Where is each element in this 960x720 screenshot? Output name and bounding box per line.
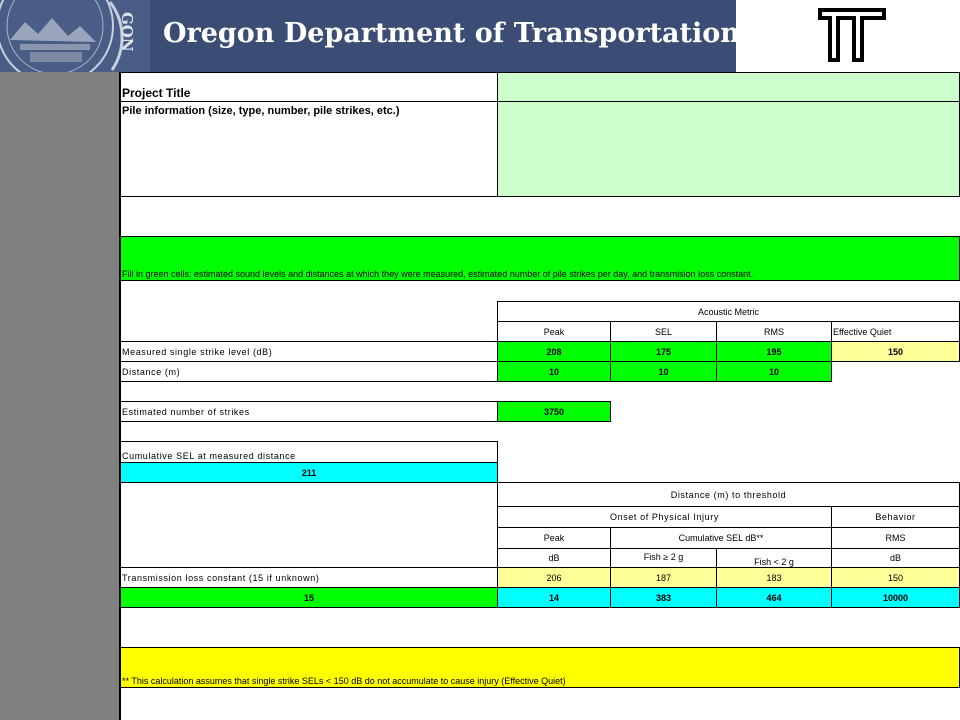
cumulative-sel-label: Cumulative SEL at measured distance: [120, 441, 498, 463]
threshold-fish-large-value: 187: [610, 567, 717, 588]
project-title-input[interactable]: [497, 72, 960, 102]
measured-level-label: Measured single strike level (dB): [120, 341, 498, 362]
strikes-input[interactable]: 3750: [497, 401, 611, 422]
measured-sel-input[interactable]: 175: [610, 341, 717, 362]
odot-logo-icon: [812, 2, 892, 68]
onset-injury-header: Onset of Physical Injury: [497, 506, 832, 528]
distance-rms-input[interactable]: 10: [716, 361, 832, 382]
left-sidebar-bar: [0, 72, 120, 720]
measured-peak-input[interactable]: 208: [497, 341, 611, 362]
threshold-header: Distance (m) to threshold: [497, 482, 960, 507]
instructions-banner: Fill in green cells: estimated sound levels and distances at which they were measured, estimated number of pile strikes per day, and transmision loss constant.: [120, 236, 960, 281]
pile-info-input[interactable]: [497, 101, 960, 197]
threshold-peak-header: Peak: [497, 527, 611, 549]
metric-header-sel: SEL: [610, 321, 717, 342]
result-fish-large-distance: 383: [610, 587, 717, 608]
measured-rms-input[interactable]: 195: [716, 341, 832, 362]
project-title-label: Project Title: [120, 72, 498, 102]
transmission-loss-input[interactable]: 15: [120, 587, 498, 608]
distance-peak-input[interactable]: 10: [497, 361, 611, 382]
distance-sel-input[interactable]: 10: [610, 361, 717, 382]
threshold-fish-small-value: 183: [716, 567, 832, 588]
cumulative-sel-db-header: Cumulative SEL dB**: [610, 527, 832, 549]
page-title: Oregon Department of Transportation: [163, 18, 740, 49]
result-fish-small-distance: 464: [716, 587, 832, 608]
result-rms-distance: 10000: [831, 587, 960, 608]
threshold-rms-value: 150: [831, 567, 960, 588]
acoustic-metric-header: Acoustic Metric: [497, 301, 960, 322]
footnote-banner: ** This calculation assumes that single strike SELs < 150 dB do not accumulate to cause injury (Effective Quiet): [120, 647, 960, 688]
rms-unit: dB: [831, 548, 960, 568]
fish-large-header: Fish ≥ 2 g: [610, 548, 717, 568]
threshold-peak-value: 206: [497, 567, 611, 588]
cumulative-sel-value: 211: [120, 462, 498, 483]
distance-label: Distance (m): [120, 361, 498, 382]
result-peak-distance: 14: [497, 587, 611, 608]
effective-quiet-value: 150: [831, 341, 960, 362]
behavior-header: Behavior: [831, 506, 960, 528]
metric-header-peak: Peak: [497, 321, 611, 342]
pile-info-label: Pile information (size, type, number, pile strikes, etc.): [120, 101, 498, 197]
peak-unit: dB: [497, 548, 611, 568]
fish-small-header: Fish < 2 g: [716, 548, 832, 568]
metric-header-effective-quiet: Effective Quiet: [831, 321, 960, 342]
transmission-loss-label: Transmission loss constant (15 if unknown): [120, 567, 498, 588]
threshold-rms-header: RMS: [831, 527, 960, 549]
oregon-seal-icon: [0, 0, 150, 72]
svg-text:GON: GON: [118, 12, 136, 52]
metric-header-rms: RMS: [716, 321, 832, 342]
strikes-label: Estimated number of strikes: [120, 401, 498, 422]
